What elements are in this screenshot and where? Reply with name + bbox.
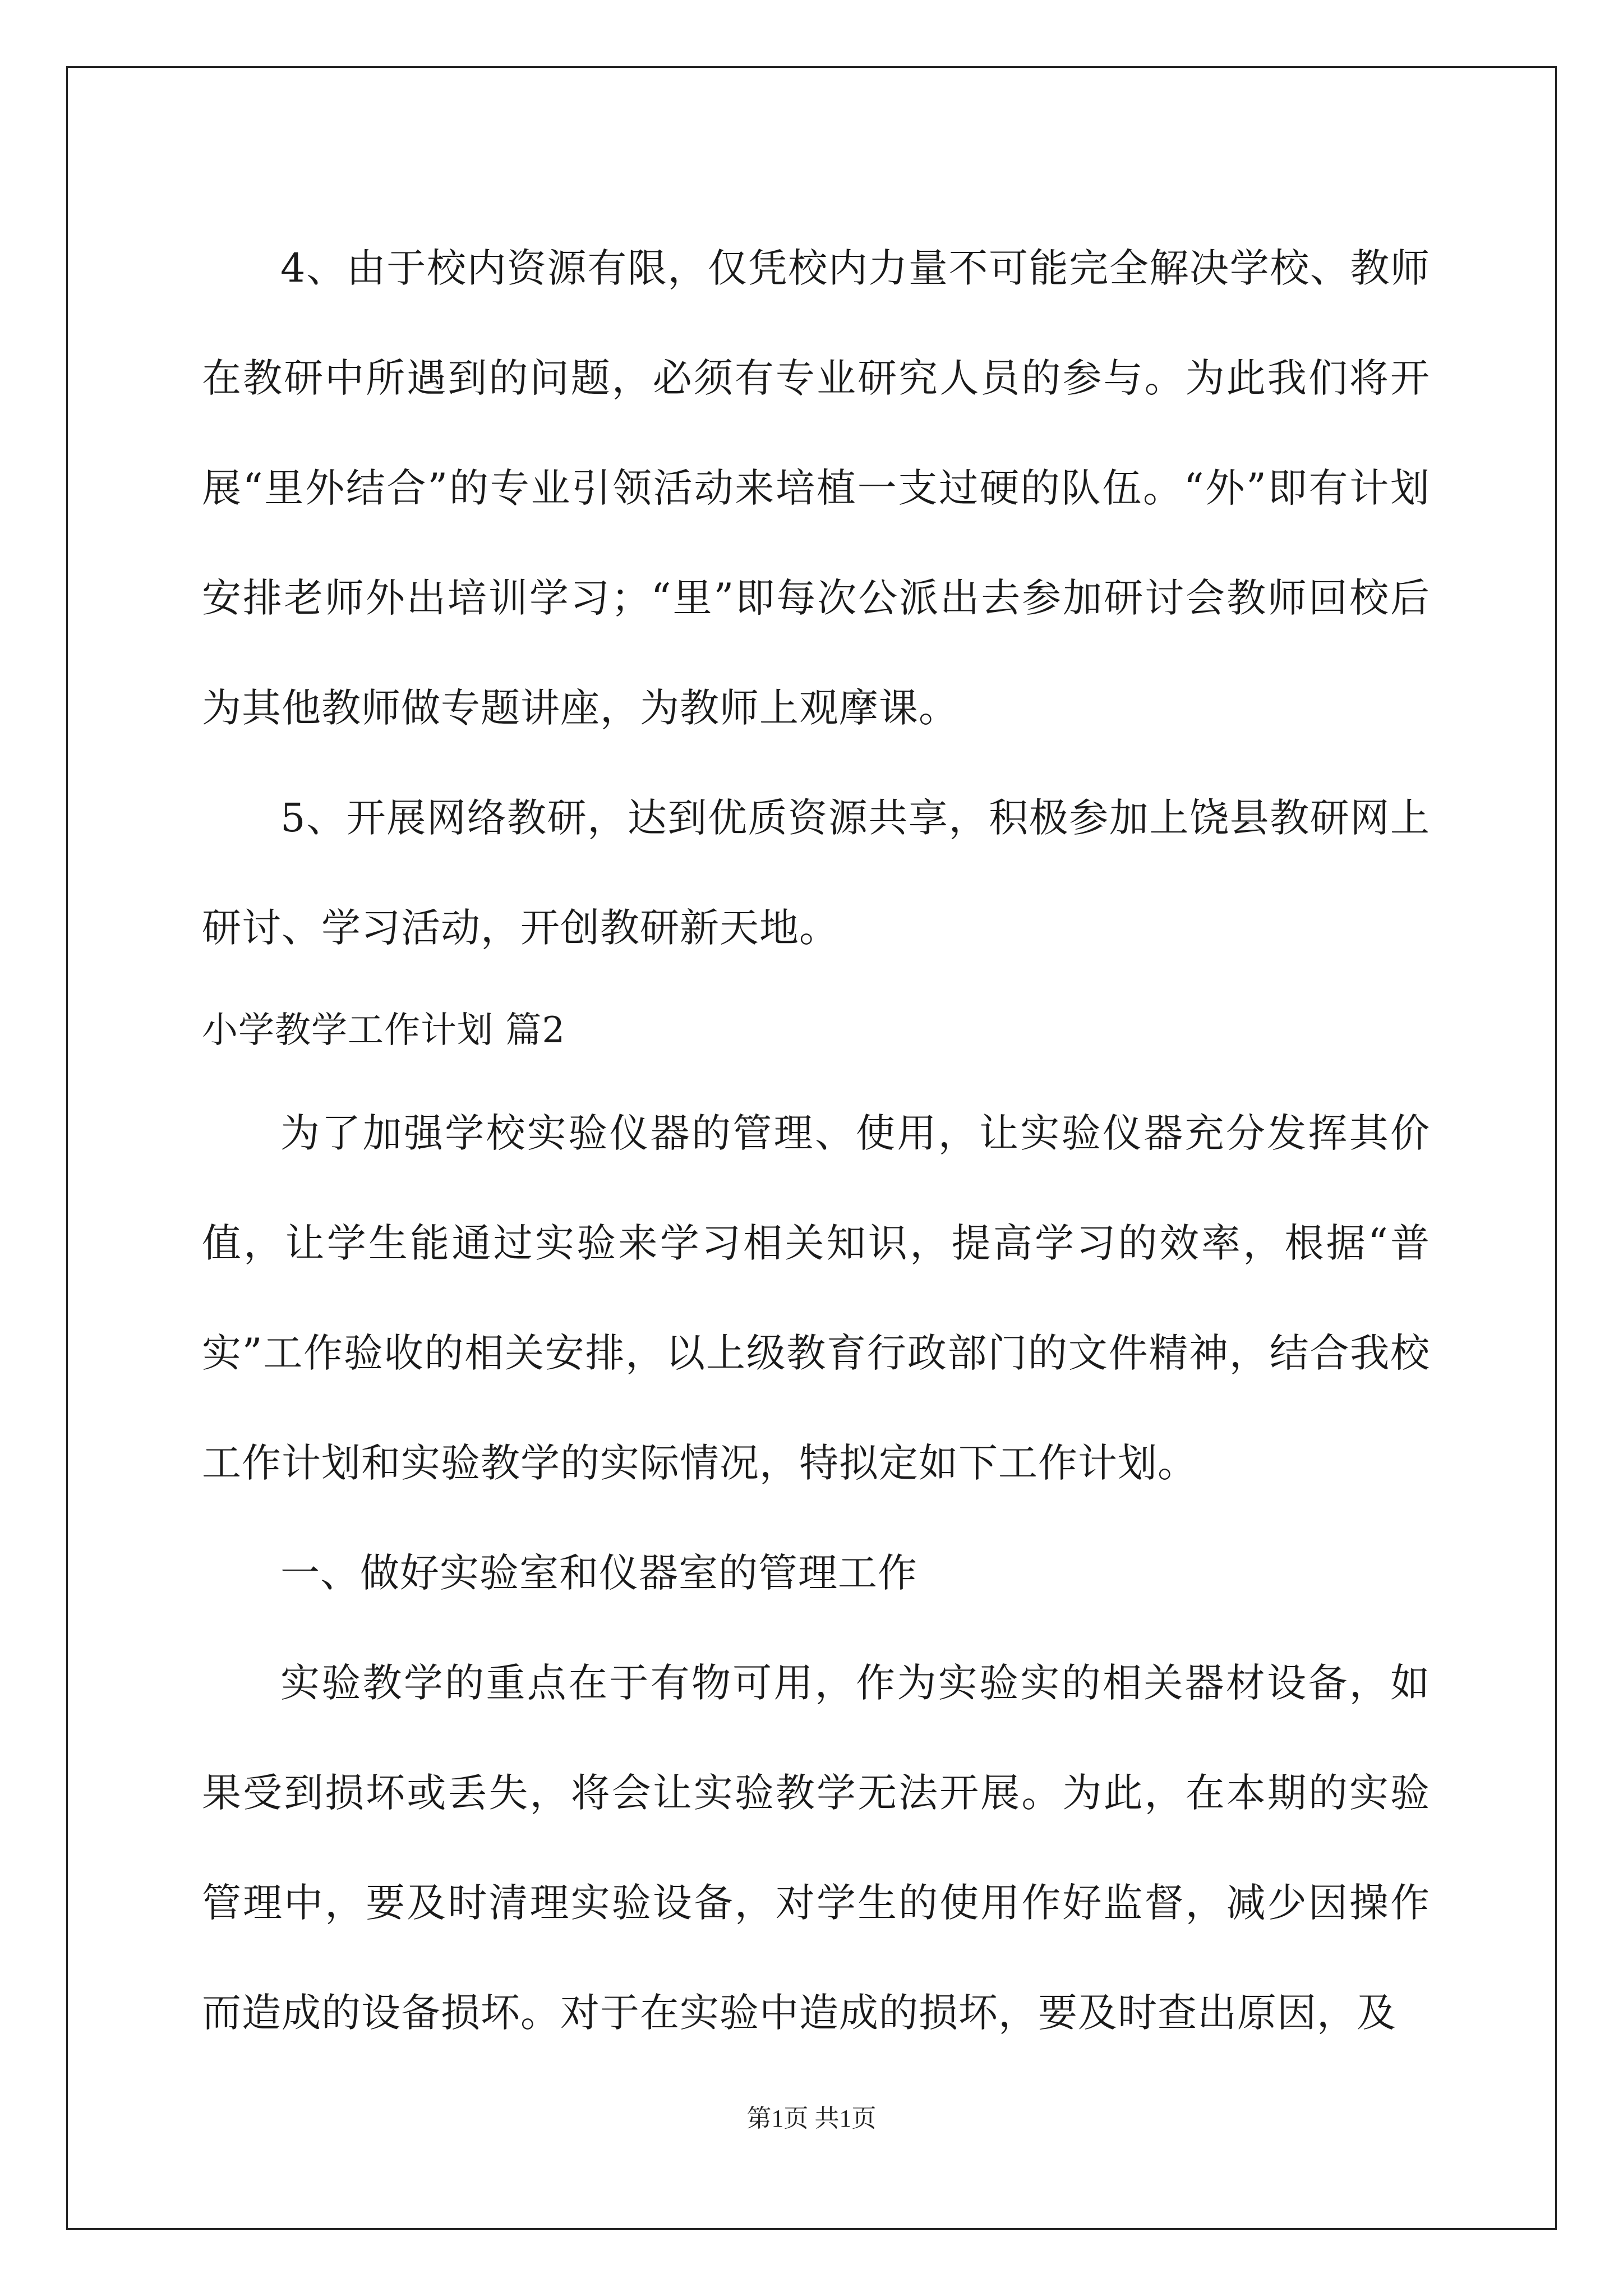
paragraph-intro: 为了加强学校实验仪器的管理、使用，让实验仪器充分发挥其价值，让学生能通过实验来学习相关知识，提高学习的效率，根据“普实”工作验收的相关安排，以上级教育行政部门的文件精神，结合我校工作计划和实验教学的实际情况，特拟定如下工作计划。 [202,1110,1430,1486]
document-body [202,213,1430,2068]
paragraph-item-4: 4、由于校内资源有限，仅凭校内力量不可能完全解决学校、教师在教研中所遇到的问题，必须有专业研究人员的参与。为此我们将开展“里外结合”的专业引领活动来培植一支过硬的队伍。“外”即有计划安排老师外出培训学习；“里”即每次公派出去参加研讨会教师回校后为其他教师做专题讲座，为教师上观摩课。 [202,245,1430,731]
paragraph-item-5: 5、开展网络教研，达到优质资源共享，积极参加上饶县教研网上研讨、学习活动，开创教研新天地。 [202,795,1430,951]
paragraph-lab-management: 实验教学的重点在于有物可用，作为实验实的相关器材设备，如果受到损坏或丢失，将会让实验教学无法开展。为此，在本期的实验管理中，要及时清理实验设备，对学生的使用作好监督，减少因操作而造成的设备损坏。对于在实验中造成的损坏，要及时查出原因，及 [202,1660,1430,2036]
subheading-lab-management: 一、做好实验室和仪器室的管理工作 [280,1550,917,1596]
section-heading: 小学教学工作计划 篇2 [202,1010,566,1051]
page-number: 第1页 共1页 [746,2105,877,2132]
